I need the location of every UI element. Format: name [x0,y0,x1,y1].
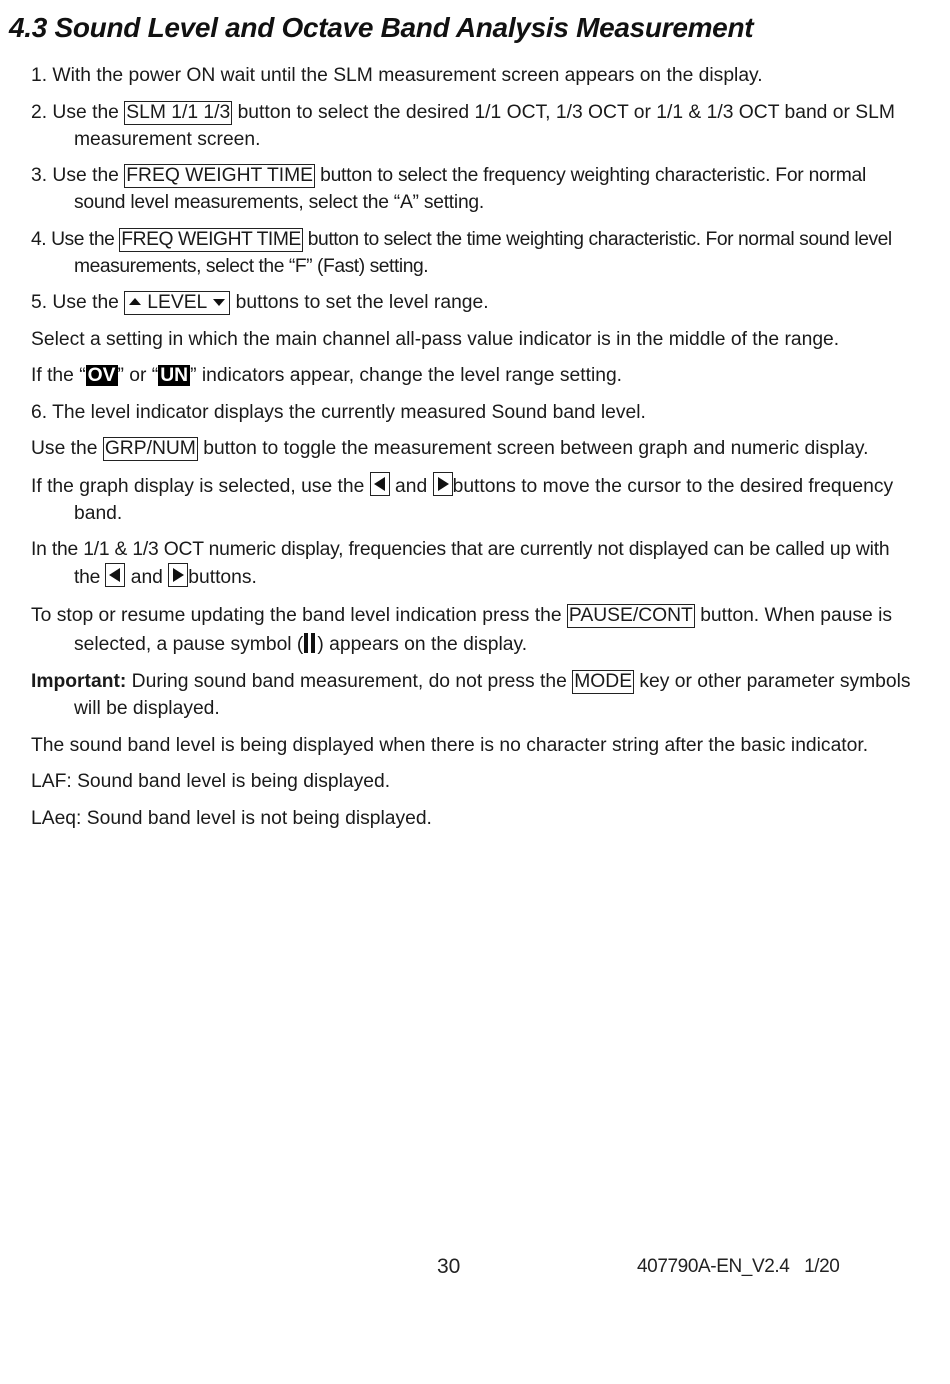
left-arrow-key-icon-2 [105,563,125,587]
graph-num-note [31,435,911,462]
important-note-post: key or other parameter symbols will be displayed. [74,671,911,719]
overload-note-post: ” indicators appear, change the level range setting. [190,365,623,386]
step-3 [31,162,911,216]
right-arrow-key-icon-2 [168,563,188,587]
left-arrow-key-icon [370,472,390,496]
section-heading: 4.3 Sound Level and Octave Band Analysis Measurement [9,12,754,43]
step-5-text-post: buttons to set the level range. [230,292,489,313]
laf-note: LAF: Sound band level is being displayed. [31,771,391,792]
pause-note-mid: button. When pause is selected, a pause symbol ( [74,604,893,655]
up-arrow-icon [129,298,141,305]
mode-button-label: MODE [574,671,633,692]
freq-weight-time-button-label: FREQ WEIGHT TIME [126,165,313,186]
freq-weight-time-button-label-2: FREQ WEIGHT TIME [121,228,301,250]
step-4-text-pre: 4. Use the [31,228,120,250]
pause-icon [303,633,317,653]
cursor-note-post: buttons to move the cursor to the desired frequency band. [74,475,894,524]
slm-octave-button-label: SLM 1/1 1/3 [126,101,231,123]
pause-note [31,601,911,659]
un-indicator: UN [160,365,189,386]
cursor-note-mid: and [389,475,433,497]
pause-note-pre: To stop or resume updating the band level indication press the [31,604,567,626]
pause-cont-button-label: PAUSE/CONT [568,604,693,626]
step-1: 1. With the power ON wait until the SLM measurement screen appears on the display. [31,65,763,86]
important-note-pre: During sound band measurement, do not press the [126,671,573,692]
grp-num-button-label: GRP/NUM [104,438,196,459]
overload-note [31,362,911,389]
numeric-display-note-pre: In the 1/1 & 1/3 OCT numeric display, frequencies that are currently not displayed can be called up with the [31,539,890,588]
pause-note-post: ) appears on the display. [317,633,528,655]
graph-num-note-post: button to toggle the measurement screen between graph and numeric display. [197,438,869,459]
step-3-text-post: button to select the frequency weighting characteristic. For normal sound level measurements, select the “A” setting. [74,165,867,213]
graph-num-note-pre: Use the [31,438,103,459]
step-2-text-post: button to select the desired 1/1 OCT, 1/3 OCT or 1/1 & 1/3 OCT band or SLM measurement screen. [74,101,895,150]
page-number: 30 [437,1255,461,1278]
cursor-note [31,472,911,527]
overload-note-mid: ” or “ [117,365,159,386]
step-4 [31,226,911,280]
level-button-label [124,291,230,315]
down-arrow-icon [213,299,225,306]
band-level-note: The sound band level is being displayed when there is no character string after the basic indicator. [31,734,869,756]
step-6: 6. The level indicator displays the currently measured Sound band level. [31,401,646,423]
ov-indicator: OV [87,365,116,386]
level-label: LEVEL [147,292,208,313]
step-2 [31,99,911,153]
document-body [31,62,911,841]
cursor-note-pre: If the graph display is selected, use the [31,475,370,497]
numeric-display-note [31,536,911,591]
step-5 [31,289,911,316]
step-2-text-pre: 2. Use the [31,101,125,123]
numeric-display-note-post: buttons. [188,567,257,588]
step-4-text-post: button to select the time weighting characteristic. For normal sound level measurements, select the “F” (Fast) setting. [74,228,892,277]
level-range-note: Select a setting in which the main channel all-pass value indicator is in the middle of the range. [31,328,840,350]
important-note [31,668,911,722]
right-arrow-key-icon [433,472,453,496]
important-label: Important: [31,671,127,692]
document-id: 407790A-EN_V2.4 1/20 [637,1256,840,1277]
step-3-text-pre: 3. Use the [31,165,125,186]
laeq-note: LAeq: Sound band level is not being displayed. [31,807,432,829]
step-5-text-pre: 5. Use the [31,292,125,313]
overload-note-pre: If the “ [31,365,86,386]
numeric-display-note-mid: and [125,567,169,588]
